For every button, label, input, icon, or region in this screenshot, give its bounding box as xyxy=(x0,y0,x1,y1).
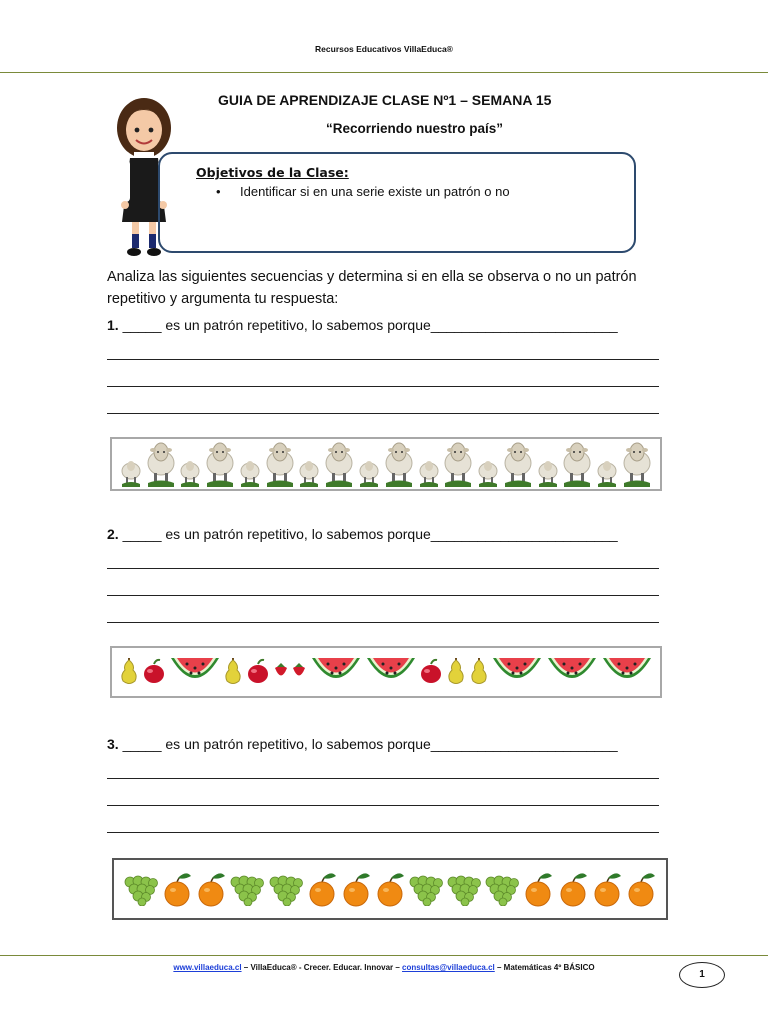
sheep-icon xyxy=(477,457,499,487)
footer-rule xyxy=(0,955,768,956)
header-text: Recursos Educativos VillaEduca® xyxy=(315,44,453,54)
question-number: 1. xyxy=(107,317,119,333)
answer-line[interactable] xyxy=(107,359,659,360)
watermelon-icon xyxy=(491,654,543,688)
instructions: Analiza las siguientes secuencias y determina si en ella se observa o no un patrón repetitivo y argumenta tu respuesta: xyxy=(107,269,637,307)
objectives-heading: Objetivos de la Clase: xyxy=(196,165,349,180)
answer-line[interactable] xyxy=(107,832,659,833)
orange-icon xyxy=(523,870,553,908)
orange-icon xyxy=(162,870,192,908)
sheep-icon xyxy=(324,441,354,487)
answer-line[interactable] xyxy=(107,805,659,806)
grapes-icon xyxy=(124,872,158,906)
header-rule xyxy=(0,72,768,73)
sheep-pattern-strip xyxy=(110,437,662,491)
answer-line[interactable] xyxy=(107,622,659,623)
pear-icon xyxy=(469,657,489,685)
sheep-icon xyxy=(596,457,618,487)
question-text: _____ es un patrón repetitivo, lo sabemos porque________________________ xyxy=(118,736,618,752)
sheep-icon xyxy=(418,457,440,487)
strawberry-icon xyxy=(291,661,307,681)
page-subtitle: “Recorriendo nuestro país” xyxy=(326,121,504,136)
pear-icon xyxy=(223,657,243,685)
answer-line[interactable] xyxy=(107,568,659,569)
answer-line[interactable] xyxy=(107,778,659,779)
grapes-icon xyxy=(447,872,481,906)
question-number: 2. xyxy=(107,526,119,542)
watermelon-icon xyxy=(310,654,362,688)
grapes-icon xyxy=(230,872,264,906)
watermelon-icon xyxy=(546,654,598,688)
grapes-icon xyxy=(409,872,443,906)
answer-line[interactable] xyxy=(107,595,659,596)
answer-line[interactable] xyxy=(107,386,659,387)
website-link[interactable]: www.villaeduca.cl xyxy=(173,963,242,972)
question-number: 3. xyxy=(107,736,119,752)
sheep-icon xyxy=(537,457,559,487)
question-1 xyxy=(107,317,618,333)
sheep-icon xyxy=(358,457,380,487)
page-title: GUIA DE APRENDIZAJE CLASE Nº1 – SEMANA 15 xyxy=(218,92,552,108)
orange-icon xyxy=(196,870,226,908)
objective-text: Identificar si en una serie existe un patrón o no xyxy=(240,184,510,199)
pear-icon xyxy=(446,657,466,685)
footer-subject: – Matemáticas 4º BÁSICO xyxy=(494,963,595,972)
orange-icon xyxy=(341,870,371,908)
sheep-icon xyxy=(503,441,533,487)
footer xyxy=(0,963,768,972)
sheep-icon xyxy=(622,441,652,487)
sheep-icon xyxy=(120,457,142,487)
orange-icon xyxy=(592,870,622,908)
apple-icon xyxy=(142,658,166,684)
objective-item xyxy=(216,184,510,199)
pear-icon xyxy=(119,657,139,685)
sheep-icon xyxy=(265,441,295,487)
sheep-icon xyxy=(562,441,592,487)
sheep-icon xyxy=(205,441,235,487)
watermelon-icon xyxy=(601,654,653,688)
page-number: 1 xyxy=(679,962,725,988)
email-link[interactable]: consultas@villaeduca.cl xyxy=(402,963,495,972)
sheep-icon xyxy=(146,441,176,487)
watermelon-icon xyxy=(169,654,221,688)
watermelon-icon xyxy=(365,654,417,688)
answer-line[interactable] xyxy=(107,413,659,414)
sheep-icon xyxy=(298,457,320,487)
strawberry-icon xyxy=(273,661,289,681)
orange-icon xyxy=(307,870,337,908)
question-3 xyxy=(107,736,618,752)
apple-icon xyxy=(419,658,443,684)
grapes-icon xyxy=(269,872,303,906)
grapes-orange-pattern-strip xyxy=(112,858,668,920)
apple-icon xyxy=(246,658,270,684)
orange-icon xyxy=(375,870,405,908)
orange-icon xyxy=(558,870,588,908)
sheep-icon xyxy=(384,441,414,487)
footer-tagline: – VillaEduca® - Crecer. Educar. Innovar – xyxy=(241,963,403,972)
orange-icon xyxy=(626,870,656,908)
question-text: _____ es un patrón repetitivo, lo sabemos porque________________________ xyxy=(118,526,618,542)
sheep-icon xyxy=(239,457,261,487)
question-text: _____ es un patrón repetitivo, lo sabemos porque________________________ xyxy=(118,317,618,333)
bullet: • xyxy=(216,184,221,199)
sheep-icon xyxy=(443,441,473,487)
grapes-icon xyxy=(485,872,519,906)
sheep-icon xyxy=(179,457,201,487)
question-2 xyxy=(107,526,618,542)
fruit-pattern-strip xyxy=(110,646,662,698)
